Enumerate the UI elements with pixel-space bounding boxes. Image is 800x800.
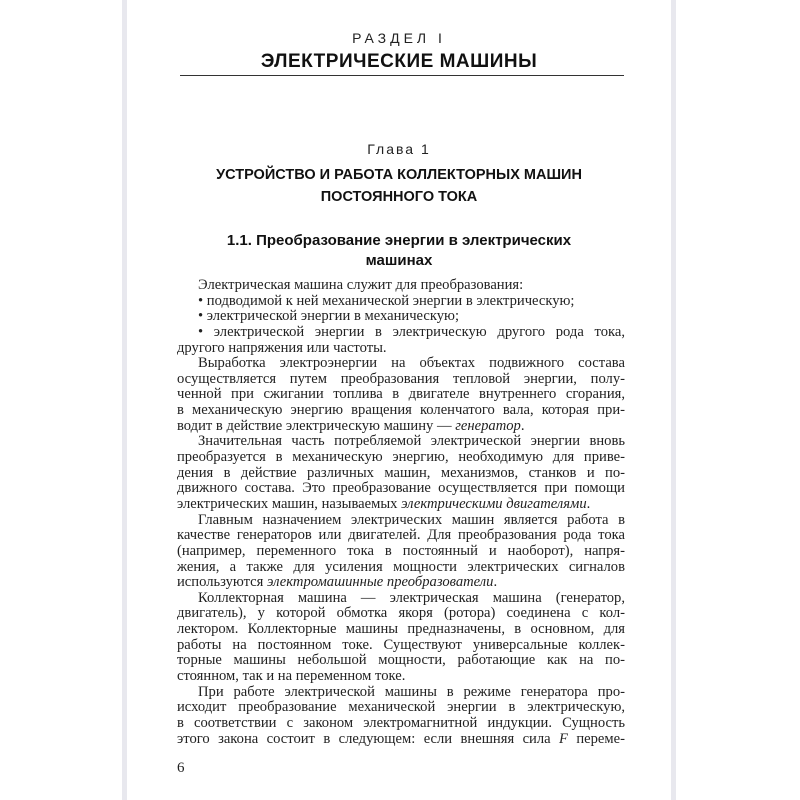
text-line [177,372,625,388]
text-line [177,356,625,372]
text-run: жения, а также для усиления мощности электрических сигналов [177,558,625,575]
page-edge-right [671,0,676,800]
text-run: в соответствии с законом электромагнитной индукции. Сущность [177,714,625,731]
text-line [177,528,625,544]
text-run: двигатель), у которой обмотка якоря (ротора) соединена с кол- [177,605,625,622]
text-run: другого напряжения или частоты. [177,339,387,356]
text-run: Главным назначением электрических машин является работа в [198,511,625,528]
section-divider [180,75,624,76]
text-run: торные машины небольшой мощности, работающие как на по- [177,652,625,669]
text-line [177,513,625,529]
text-run: переме- [567,730,625,747]
text-line [177,294,625,310]
text-line [177,700,625,716]
text-line [177,606,625,622]
text-run: стоянном, так и на переменном токе. [177,668,406,685]
book-page [127,0,671,800]
text-run: в механическую энергию вращения коленчатого вала, которая при- [177,402,625,419]
text-run: водит в действие электрическую машину — [177,417,456,434]
text-line [177,653,625,669]
page-number: 6 [177,760,185,776]
text-run: осуществляется путем преобразования тепловой энергии, полу- [177,370,625,387]
text-run: . [586,495,591,512]
chapter-title-line: УСТРОЙСТВО И РАБОТА КОЛЛЕКТОРНЫХ МАШИН [216,167,582,183]
chapter-label: Глава 1 [367,141,431,157]
text-line [177,591,625,607]
text-line [177,481,625,497]
text-line [177,732,625,748]
text-run: используются [177,574,267,591]
text-run: качестве генераторов или двигателей. Для преобразования рода тока [177,527,625,544]
text-line [177,685,625,701]
text-run: движного состава. Это преобразование осуществляется при помощи [177,480,625,497]
text-line [177,638,625,654]
text-run: дения в действие различных машин, механизмов, станков и по- [177,464,625,481]
text-run: • электрической энергии в электрическую другого рода тока, [198,323,625,340]
text-run: лектором. Коллекторные машины предназначены, в основном, для [177,621,625,638]
section-label: РАЗДЕЛ I [352,30,446,46]
text-run: . [520,417,525,434]
text-run: При работе электрической машины в режиме генератора про- [198,683,625,700]
subsection-title-line: 1.1. Преобразование энергии в электрических [226,232,572,249]
text-line [177,309,625,325]
text-run: . [493,574,498,591]
section-title: ЭЛЕКТРИЧЕСКИЕ МАШИНЫ [260,51,538,72]
text-run: Выработка электроэнергии на объектах подвижного состава [198,355,625,372]
emphasized-term: электромашинные преобразователи [267,574,494,591]
text-line [177,387,625,403]
text-run: преобразуется в механическую энергию, необходимую для приве- [177,449,625,466]
text-line [177,575,625,591]
text-run: Коллекторная машина — электрическая машина (генератор, [198,589,625,606]
text-line [177,278,625,294]
text-run: ченной при сжигании топлива в двигателе внутреннего сгорания, [177,386,625,403]
text-line [177,497,625,513]
subsection-title-line: машинах [365,252,433,269]
chapter-title-line: ПОСТОЯННОГО ТОКА [320,189,478,205]
text-line [177,450,625,466]
text-run: Значительная часть потребляемой электрической энергии вновь [198,433,625,450]
text-run: Электрическая машина служит для преобразования: [198,277,524,293]
text-run: (например, переменного тока в постоянный и наоборот), напря- [177,542,625,559]
text-line [177,544,625,560]
text-run: • подводимой к ней механической энергии в электрическую; [198,292,575,309]
text-line [177,403,625,419]
chapter-title [127,164,671,208]
text-run: работы на постоянном токе. Существуют универсальные коллек- [177,636,625,653]
text-run: этого закона состоит в следующем: если внешняя сила [177,730,560,747]
emphasized-term: электрическими двигателями [401,495,587,512]
text-run: электрических машин, называемых [177,495,402,512]
text-run: исходит преобразование механической энергии в электрическую, [177,699,625,716]
subsection-title [127,231,671,271]
text-line [177,325,625,341]
text-line [177,622,625,638]
text-line [177,669,625,685]
emphasized-term: генератор [455,417,521,434]
text-line [177,560,625,576]
text-line [177,341,625,357]
body-text [177,278,625,747]
text-line [177,716,625,732]
text-line [177,466,625,482]
text-line [177,434,625,450]
text-run: • электрической энергии в механическую; [198,308,459,325]
text-line [177,419,625,435]
emphasized-term: F [559,730,568,747]
